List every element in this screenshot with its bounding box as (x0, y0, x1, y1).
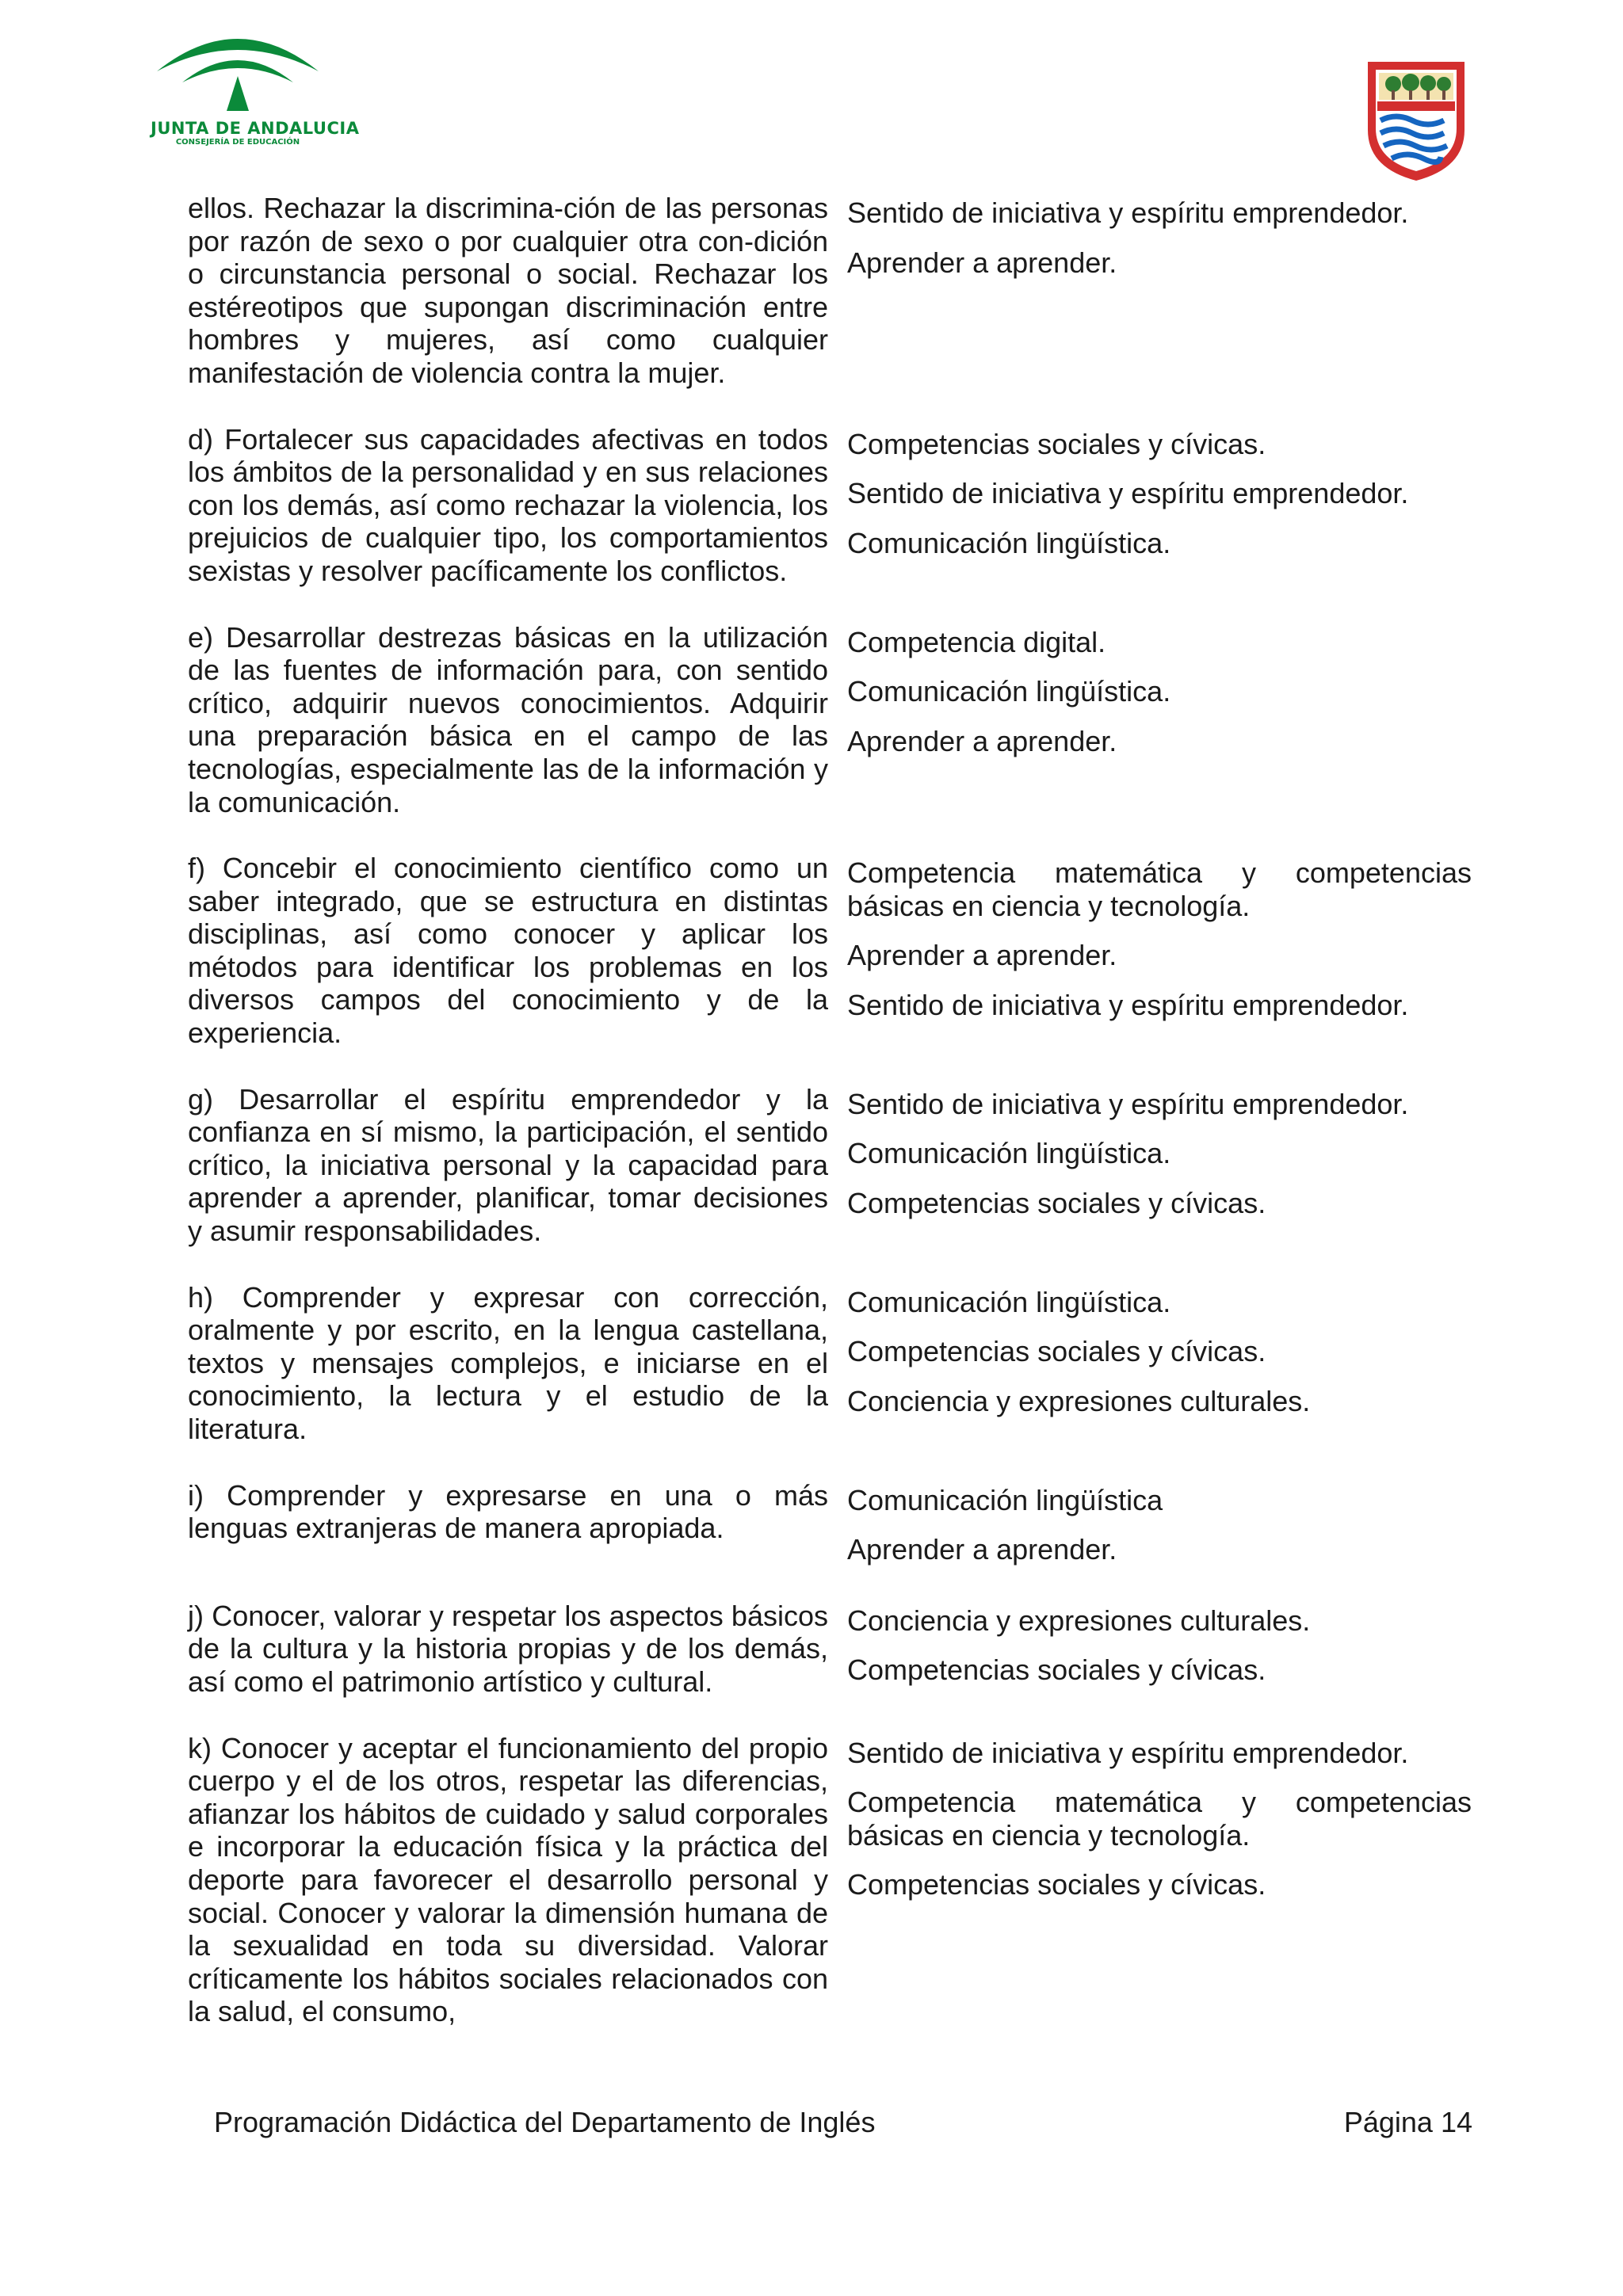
competency-item: Competencia digital. (847, 625, 1106, 658)
junta-andalucia-logo (151, 22, 360, 161)
objective-text: ellos. Rechazar la discrimina-ción de las personas por razón de sexo o por cualquier otra con-dición o circunstancia personal o social. Rechazar los estéreotipos que supongan discriminación entre hombres y mujeres, así como cualquier manifestación de violencia contra la mujer. (188, 192, 828, 389)
table-row (188, 852, 1472, 1050)
school-shield-crest-icon (1365, 57, 1468, 184)
competencies-list (847, 1281, 1472, 1446)
school-crest (1365, 57, 1468, 184)
competency-item: Sentido de iniciativa y espíritu emprendedor. (847, 196, 1409, 229)
competency-item: Sentido de iniciativa y espíritu emprendedor. (847, 1736, 1409, 1769)
table-row (188, 423, 1472, 588)
page-footer (214, 2106, 1472, 2139)
competencies-list (847, 192, 1472, 390)
table-row (188, 1281, 1472, 1446)
competencies-list (847, 1479, 1472, 1566)
competency-item: Conciencia y expresiones culturales. (847, 1384, 1311, 1417)
footer-title: Programación Didáctica del Departamento de Inglés (214, 2106, 876, 2138)
competency-item: Sentido de iniciativa y espíritu emprendedor. (847, 477, 1409, 510)
table-row (188, 621, 1472, 819)
table-row (188, 1732, 1472, 2028)
competency-item: Competencia matemática y competencias básicas en ciencia y tecnología. (847, 856, 1472, 922)
objective-text: i) Comprender y expresarse en una o más lenguas extranjeras de manera apropiada. (188, 1478, 828, 1545)
page-number: Página 14 (1343, 2106, 1472, 2138)
competency-item: Comunicación lingüística. (847, 675, 1171, 708)
objective-text: k) Conocer y aceptar el funcionamiento del propio cuerpo y el de los otros, respetar las diferencias, afianzar los hábitos de cuidado y salud corporales e incorporar la educación física y la práctica del deporte para favorecer el desarrollo personal y social. Conocer y valorar la dimensión humana de la sexualidad en toda su diversidad. Valorar críticamente los hábitos sociales relacionados con la salud, el consumo, (188, 1731, 828, 2028)
objective-text: f) Concebir el conocimiento científico como un saber integrado, que se estructura en distintas disciplinas, así como conocer y aplicar los métodos para identificar los problemas en los diversos campos del conocimiento y de la experiencia. (188, 852, 828, 1050)
competencies-list (847, 1732, 1472, 2028)
objective-text: g) Desarrollar el espíritu emprendedor y la confianza en sí mismo, la participación, el sentido crítico, la iniciativa personal y la capacidad para aprender a aprender, planificar, tomar decisiones y asumir responsabilidades. (188, 1082, 828, 1248)
objectives-table (188, 192, 1472, 2061)
table-row (188, 1083, 1472, 1248)
competency-item: Aprender a aprender. (847, 724, 1117, 757)
competency-item: Sentido de iniciativa y espíritu emprendedor. (847, 988, 1409, 1021)
objective-text: e) Desarrollar destrezas básicas en la utilización de las fuentes de información para, con sentido crítico, adquirir nuevos conocimientos. Adquirir una preparación básica en el campo de las tecnologías, especialmente las de la información y la comunicación. (188, 620, 828, 818)
logo-subtitle: CONSEJERÍA DE EDUCACIÓN (175, 138, 300, 147)
competency-item: Aprender a aprender. (847, 246, 1117, 279)
objective-text: d) Fortalecer sus capacidades afectivas en todos los ámbitos de la personalidad y en sus relaciones con los demás, así como rechazar la violencia, los prejuicios de cualquier tipo, los comportamientos sexistas y resolver pacíficamente los conflictos. (188, 422, 828, 587)
competency-item: Competencias sociales y cívicas. (847, 1868, 1266, 1901)
competency-item: Competencias sociales y cívicas. (847, 1653, 1266, 1687)
competency-item: Comunicación lingüística (847, 1483, 1163, 1516)
competencies-list (847, 423, 1472, 588)
competency-item: Aprender a aprender. (847, 1533, 1117, 1566)
competency-item: Competencias sociales y cívicas. (847, 1186, 1266, 1219)
competency-item: Competencias sociales y cívicas. (847, 427, 1266, 460)
competencies-list (847, 852, 1472, 1050)
table-row (188, 1479, 1472, 1566)
competency-item: Competencia matemática y competencias básicas en ciencia y tecnología. (847, 1786, 1472, 1852)
objective-text: h) Comprender y expresar con corrección, oralmente y por escrito, en la lengua castellana, textos y mensajes complejos, e iniciarse en el conocimiento, la lectura y el estudio de la literatura. (188, 1280, 828, 1445)
competencies-list (847, 1600, 1472, 1699)
competency-item: Sentido de iniciativa y espíritu emprendedor. (847, 1087, 1409, 1120)
competency-item: Competencias sociales y cívicas. (847, 1335, 1266, 1368)
logo-title: JUNTA DE ANDALUCIA (151, 119, 360, 138)
competencies-list (847, 1083, 1472, 1248)
table-row (188, 192, 1472, 390)
competency-item: Aprender a aprender. (847, 939, 1117, 972)
objective-text: j) Conocer, valorar y respetar los aspectos básicos de la cultura y la historia propias y de los demás, así como el patrimonio artístico y cultural. (188, 1599, 828, 1698)
competency-item: Comunicación lingüística. (847, 1285, 1171, 1318)
competency-item: Conciencia y expresiones culturales. (847, 1604, 1311, 1637)
junta-andalucia-emblem-icon (151, 22, 325, 117)
table-row (188, 1600, 1472, 1699)
competency-item: Comunicación lingüística. (847, 1137, 1171, 1170)
competency-item: Comunicación lingüística. (847, 526, 1171, 559)
competencies-list (847, 621, 1472, 819)
